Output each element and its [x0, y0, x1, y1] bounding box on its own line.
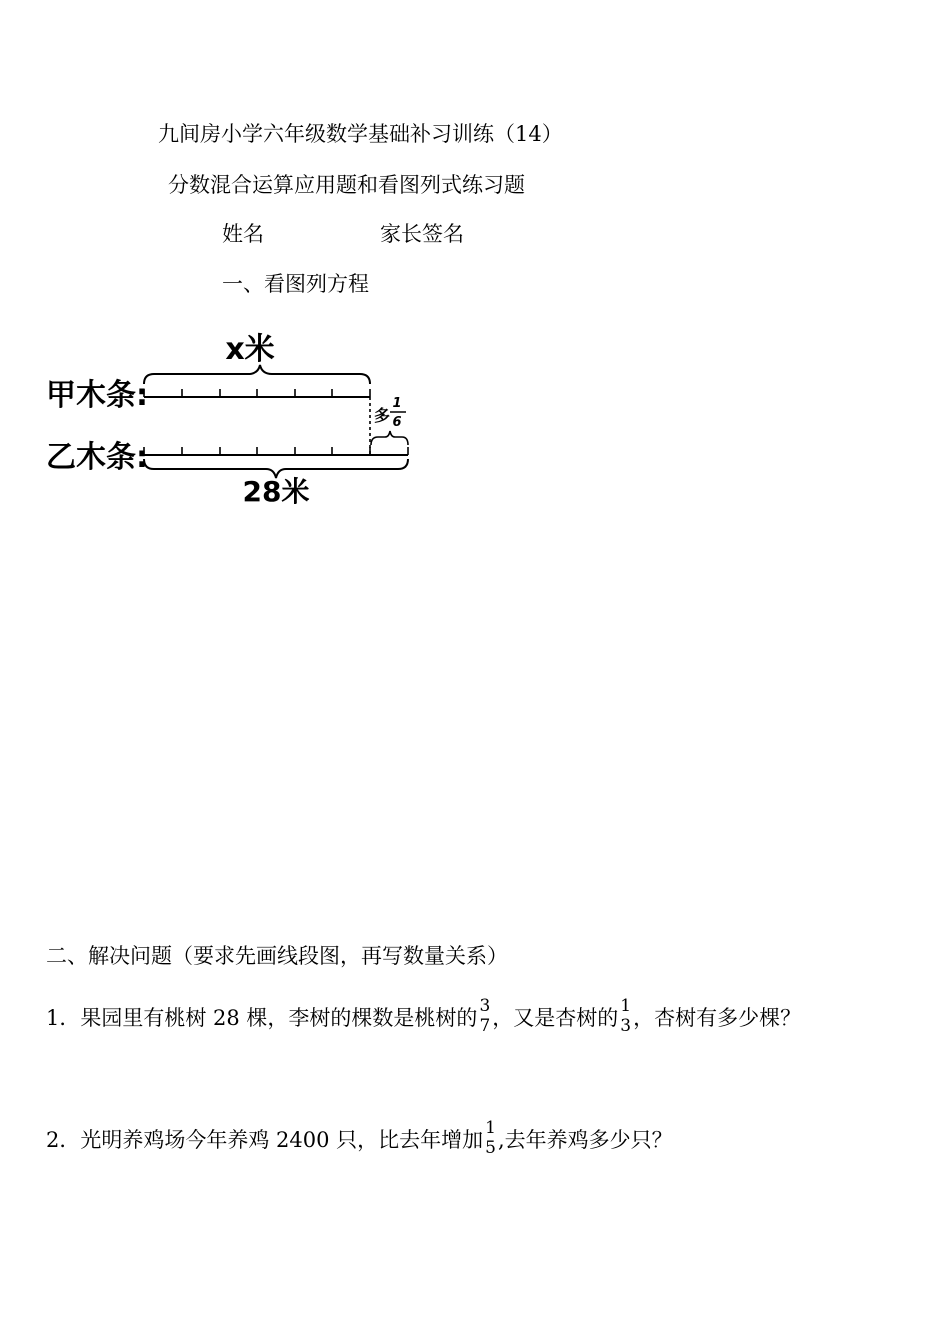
q1-frac1-denominator: 7 — [479, 1015, 491, 1036]
more-word: 多 — [374, 406, 391, 425]
q2-fraction — [485, 1119, 496, 1158]
name-label: 姓名 — [222, 222, 264, 246]
diagram-top-label: x米 — [225, 332, 275, 367]
bar-a-label: 甲木条: — [46, 378, 148, 413]
q1-text-part3: ，杏树有多少棵？ — [633, 1005, 802, 1030]
line-segment-diagram — [40, 325, 440, 515]
q1-fraction-1 — [479, 997, 490, 1036]
question-1 — [46, 997, 801, 1036]
q1-frac2-denominator: 3 — [620, 1015, 632, 1036]
question-2 — [46, 1119, 673, 1158]
bar-b-label: 乙木条: — [46, 440, 148, 475]
q1-frac2-numerator: 1 — [620, 996, 632, 1016]
bar-a-ticks — [144, 389, 370, 397]
section-1-heading: 一、看图列方程 — [222, 272, 369, 296]
q2-frac-denominator: 5 — [485, 1137, 496, 1158]
q1-frac1-numerator: 3 — [479, 996, 491, 1016]
more-fraction-numerator: 1 — [392, 396, 402, 411]
q2-text-part2: ,去年养鸡多少只？ — [497, 1127, 673, 1152]
parent-signature-label: 家长签名 — [380, 222, 464, 246]
worksheet-title: 九间房小学六年级数学基础补习训练（14） — [158, 122, 563, 146]
q1-text-part2: ，又是杏树的 — [492, 1005, 619, 1030]
q2-frac-numerator: 1 — [485, 1118, 496, 1138]
extra-brace — [371, 431, 408, 445]
bar-b-ticks — [144, 447, 408, 455]
q1-fraction-2 — [620, 997, 631, 1036]
more-fraction-denominator: 6 — [392, 415, 402, 430]
section-2-heading: 二、解决问题（要求先画线段图，再写数量关系） — [46, 944, 508, 968]
diagram-bottom-label: 28米 — [242, 475, 310, 508]
top-brace — [144, 365, 370, 384]
q2-text-part1: 2．光明养鸡场今年养鸡 2400 只，比去年增加 — [46, 1127, 484, 1152]
q1-text-part1: 1．果园里有桃树 28 棵，李树的棵数是桃树的 — [46, 1005, 478, 1030]
worksheet-subtitle: 分数混合运算应用题和看图列式练习题 — [168, 173, 525, 197]
